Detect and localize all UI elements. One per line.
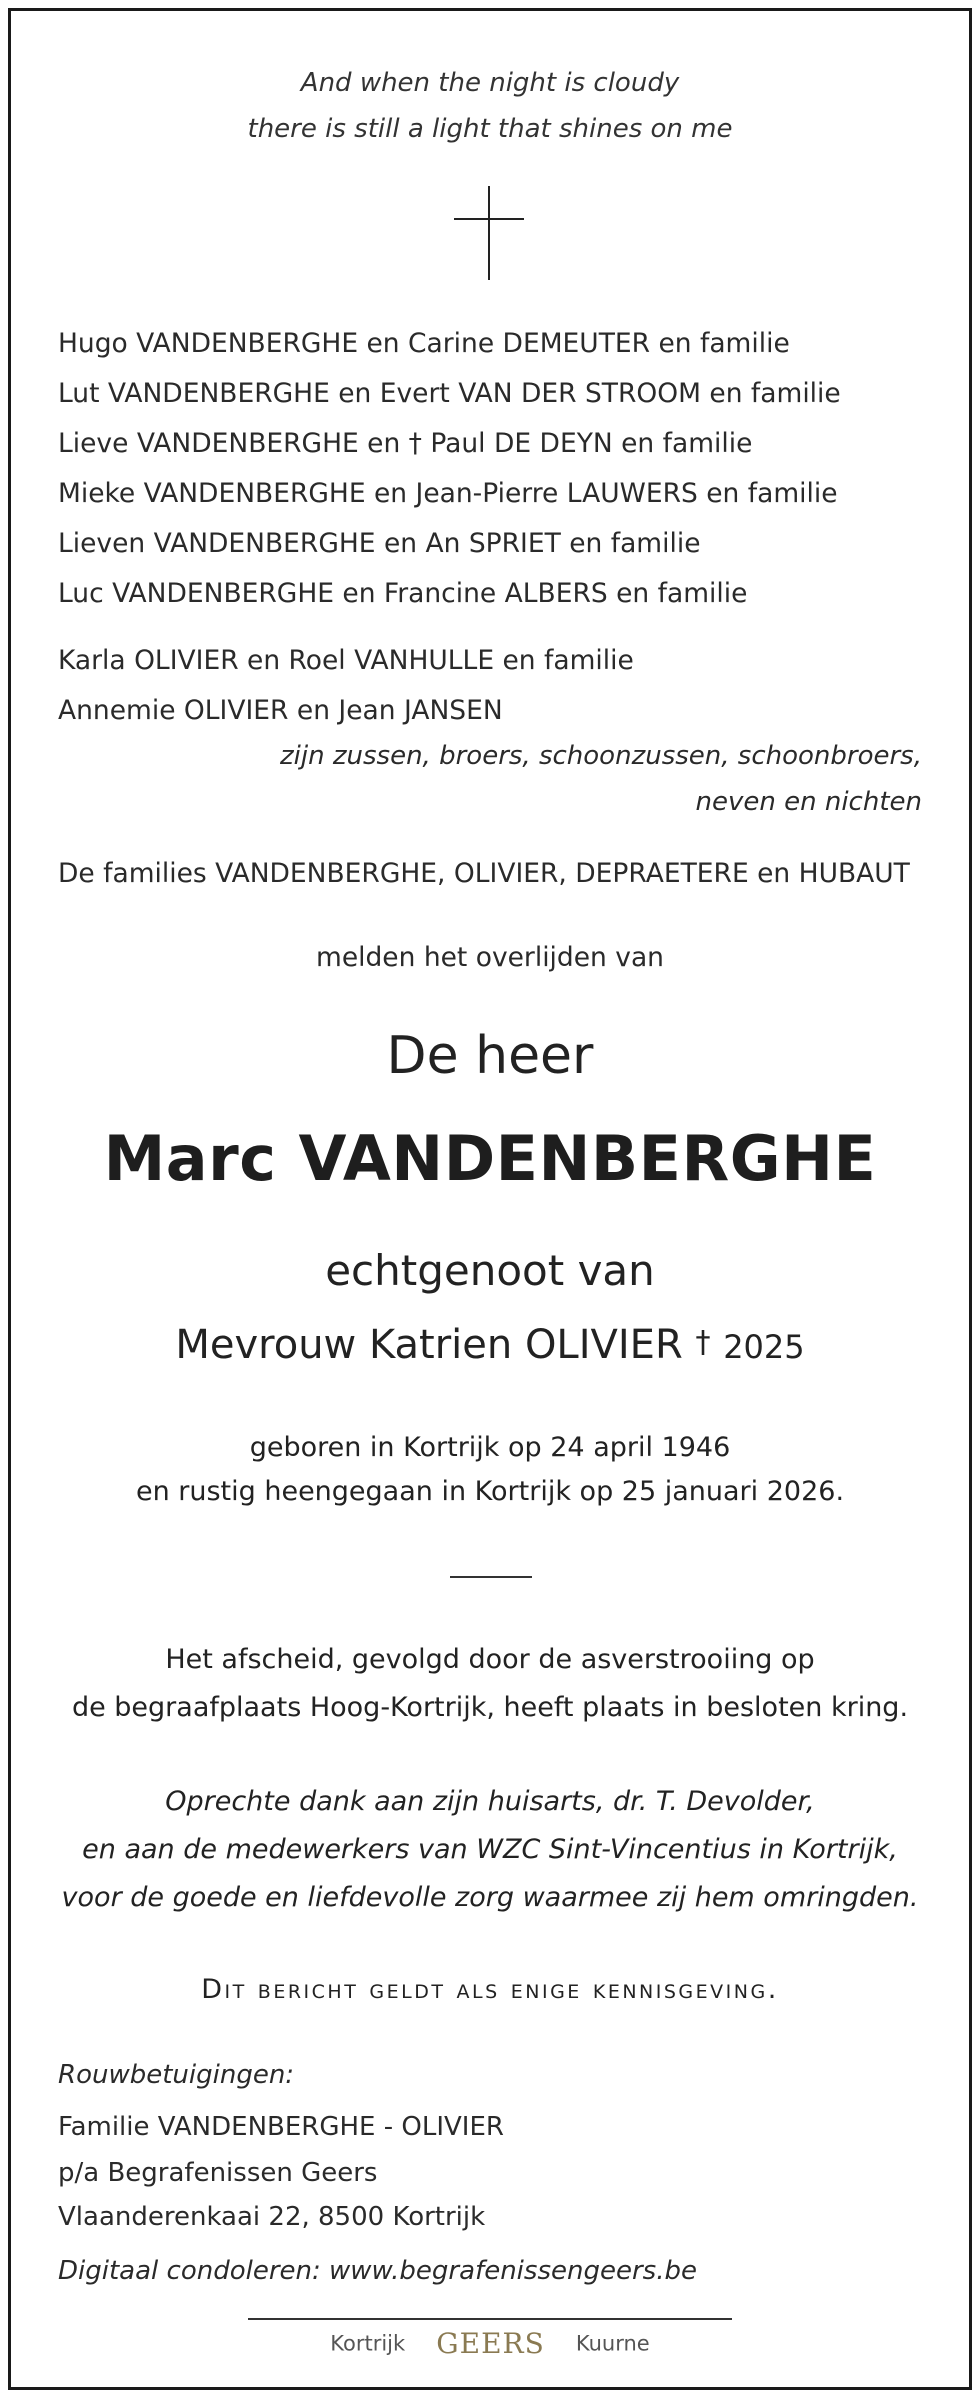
footer	[0, 2327, 980, 2360]
announce-text: melden het overlijden van	[316, 942, 664, 973]
family-line: Lut VANDENBERGHE en Evert VAN DER STROOM en familie	[58, 378, 841, 409]
spouse-relation: echtgenoot van	[325, 1246, 655, 1295]
separator-short	[450, 1576, 532, 1578]
family-line: Karla OLIVIER en Roel VANHULLE en familie	[58, 645, 634, 676]
relation-line-2: neven en nichten	[695, 787, 922, 817]
family-line: Lieven VANDENBERGHE en An SPRIET en familie	[58, 528, 701, 559]
condolences-address: Vlaanderenkaai 22, 8500 Kortrijk	[58, 2202, 486, 2232]
farewell-line-1: Het afscheid, gevolgd door de asverstrooiing op	[165, 1644, 815, 1675]
condolences-care-of: p/a Begrafenissen Geers	[58, 2158, 378, 2188]
born-line: geboren in Kortrijk op 24 april 1946	[249, 1432, 731, 1463]
page-border	[8, 8, 972, 2390]
farewell-line-2: de begraafplaats Hoog-Kortrijk, heeft plaats in besloten kring.	[71, 1692, 909, 1723]
deceased-name: Marc VANDENBERGHE	[103, 1122, 877, 1195]
families-line: De families VANDENBERGHE, OLIVIER, DEPRAETERE en HUBAUT	[58, 858, 910, 889]
spouse-line	[0, 1322, 980, 1368]
motto-line-2: there is still a light that shines on me	[247, 114, 733, 144]
spouse-name: Mevrouw Katrien OLIVIER	[175, 1322, 683, 1368]
thanks-line-3: voor de goede en liefdevolle zorg waarmee zij hem omringden.	[61, 1882, 919, 1913]
relation-line-1: zijn zussen, broers, schoonzussen, schoonbroers,	[280, 741, 922, 771]
family-line: Hugo VANDENBERGHE en Carine DEMEUTER en familie	[58, 328, 790, 359]
family-line: Lieve VANDENBERGHE en † Paul DE DEYN en familie	[58, 428, 753, 459]
family-line: Annemie OLIVIER en Jean JANSEN	[58, 695, 503, 726]
died-line: en rustig heengegaan in Kortrijk op 25 januari 2026.	[135, 1476, 845, 1507]
small-cross-icon: †	[695, 1325, 711, 1360]
footer-city-right: Kuurne	[575, 2331, 650, 2356]
condolences-family: Familie VANDENBERGHE - OLIVIER	[58, 2112, 504, 2142]
deceased-title: De heer	[386, 1026, 594, 1086]
condolences-label: Rouwbetuigingen:	[58, 2060, 295, 2090]
separator-long	[248, 2318, 732, 2320]
family-line: Luc VANDENBERGHE en Francine ALBERS en familie	[58, 578, 748, 609]
thanks-line-2: en aan de medewerkers van WZC Sint-Vincentius in Kortrijk,	[82, 1834, 898, 1865]
thanks-line-1: Oprechte dank aan zijn huisarts, dr. T. Devolder,	[165, 1786, 815, 1817]
digital-condolence-link[interactable]: Digitaal condoleren: www.begrafenissengeers.be	[58, 2256, 697, 2286]
footer-city-left: Kortrijk	[330, 2331, 406, 2356]
spouse-death-year: 2025	[723, 1328, 805, 1366]
family-line: Mieke VANDENBERGHE en Jean-Pierre LAUWERS en familie	[58, 478, 838, 509]
motto-line-1: And when the night is cloudy	[300, 68, 680, 98]
notice-text: Dit bericht geldt als enige kennisgeving.	[201, 1974, 779, 2005]
geers-logo: GEERS	[436, 2327, 545, 2360]
cross-icon	[454, 186, 524, 280]
